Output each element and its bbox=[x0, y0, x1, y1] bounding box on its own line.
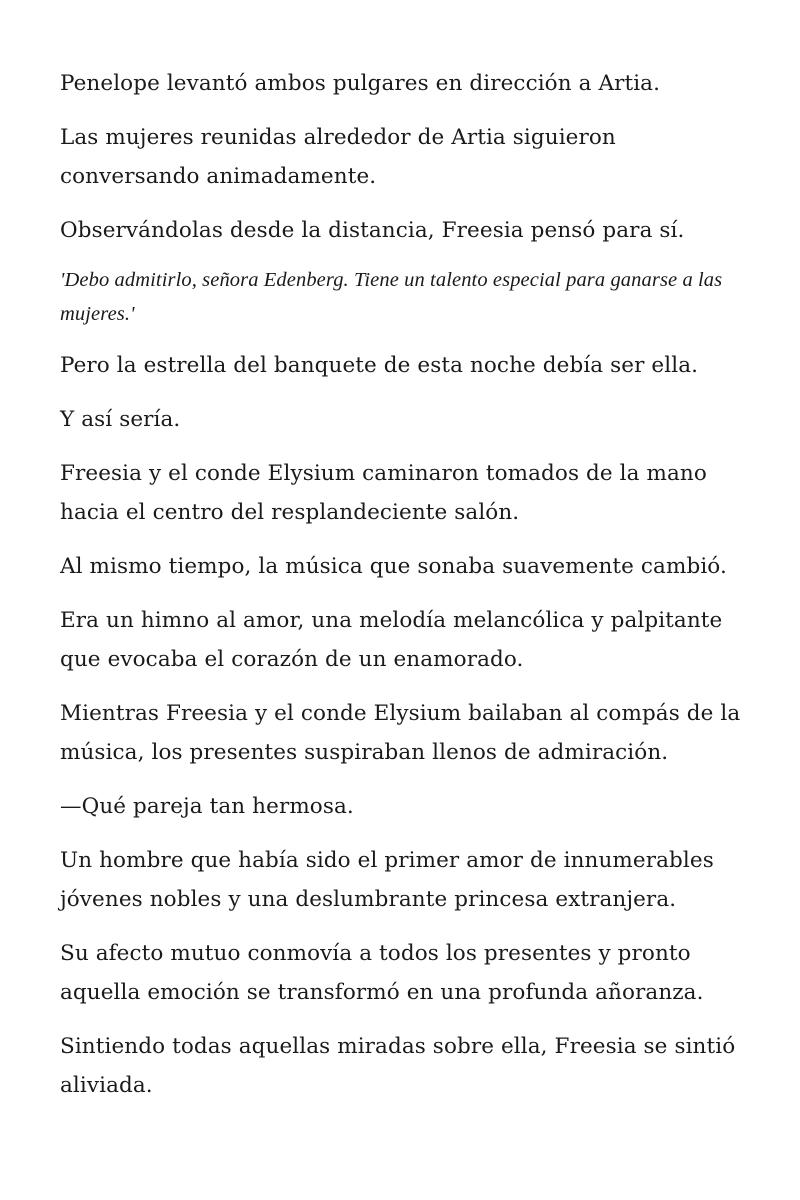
paragraph: Y así sería. bbox=[60, 407, 181, 432]
paragraph: Un hombre que había sido el primer amor de innumerables jóvenes nobles y una deslumbrante princesa extranjera. bbox=[60, 848, 714, 912]
paragraph: Pero la estrella del banquete de esta noche debía ser ella. bbox=[60, 353, 699, 378]
paragraph: Penelope levantó ambos pulgares en dirección a Artia. bbox=[60, 71, 661, 96]
paragraph: Mientras Freesia y el conde Elysium bailaban al compás de la música, los presentes suspiraban llenos de admiración. bbox=[60, 701, 741, 765]
thought-paragraph: 'Debo admitirlo, señora Edenberg. Tiene un talento especial para ganarse a las mujeres.' bbox=[60, 269, 723, 325]
paragraph: Era un himno al amor, una melodía melancólica y palpitante que evocaba el corazón de un enamorado. bbox=[60, 608, 723, 672]
paragraph: Al mismo tiempo, la música que sonaba suavemente cambió. bbox=[60, 554, 727, 579]
paragraph: Sintiendo todas aquellas miradas sobre ella, Freesia se sintió aliviada. bbox=[60, 1034, 736, 1098]
paragraph: Observándolas desde la distancia, Freesia pensó para sí. bbox=[60, 218, 685, 243]
dialogue-paragraph: —Qué pareja tan hermosa. bbox=[60, 794, 354, 819]
paragraph: Freesia y el conde Elysium caminaron tomados de la mano hacia el centro del resplandeciente salón. bbox=[60, 461, 707, 525]
paragraph: Las mujeres reunidas alrededor de Artia siguieron conversando animadamente. bbox=[60, 125, 616, 189]
paragraph: Su afecto mutuo conmovía a todos los presentes y pronto aquella emoción se transformó en una profunda añoranza. bbox=[60, 941, 704, 1005]
document-page bbox=[60, 64, 750, 1120]
